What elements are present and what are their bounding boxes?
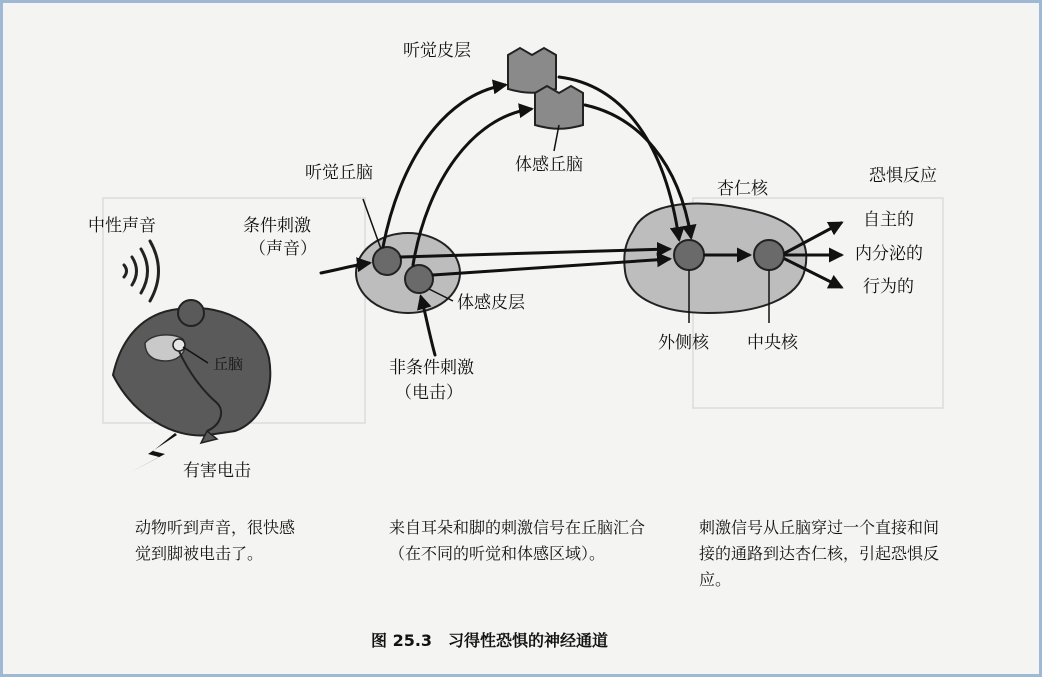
unconditioned-stimulus-label: 非条件刺激 bbox=[389, 358, 474, 378]
somatosensory-cortex-tissue bbox=[535, 86, 583, 129]
rat-illustration bbox=[113, 300, 270, 443]
caption-right: 刺激信号从丘脑穿过一个直接和间接的通路到达杏仁核，引起恐惧反应。 bbox=[699, 518, 940, 589]
somatosensory-thalamus-nucleus bbox=[405, 265, 433, 293]
somatosensory-cortex-label: 体感皮层 bbox=[457, 293, 525, 313]
rat-body bbox=[113, 308, 270, 436]
neutral-sound-label: 中性声音 bbox=[88, 216, 156, 236]
figure-title: 图 25.3 习得性恐惧的神经通道 bbox=[371, 631, 609, 650]
behavioral-label: 行为的 bbox=[863, 277, 914, 297]
thalamus-to-auditory-cortex-arrow bbox=[383, 85, 505, 247]
central-nucleus-label: 中央核 bbox=[747, 333, 798, 353]
unconditioned-stimulus-sub-label: （电击） bbox=[395, 383, 463, 403]
caption-middle: 来自耳朵和脚的刺激信号在丘脑汇合（在不同的听觉和体感区域）。 bbox=[389, 518, 646, 563]
conditioned-stimulus-sub-label: （声音） bbox=[249, 239, 317, 259]
lateral-nucleus-label: 外侧核 bbox=[658, 333, 709, 353]
somatosensory-thalamus-label: 体感丘脑 bbox=[515, 155, 583, 175]
rat-ear bbox=[178, 300, 204, 326]
harmful-shock-label: 有害电击 bbox=[183, 461, 251, 481]
conditioned-stimulus-label: 条件刺激 bbox=[243, 216, 311, 236]
caption-left: 动物听到声音，很快感觉到脚被电击了。 bbox=[135, 518, 296, 563]
fear-response-label: 恐惧反应 bbox=[869, 166, 937, 186]
autonomic-label: 自主的 bbox=[863, 210, 914, 230]
amygdala-label: 杏仁核 bbox=[717, 179, 768, 199]
sound-waves-icon bbox=[124, 241, 159, 301]
auditory-cortex-label: 听觉皮层 bbox=[403, 41, 471, 61]
central-nucleus bbox=[754, 240, 784, 270]
auditory-thalamus-nucleus bbox=[373, 247, 401, 275]
lightning-bolt-icon bbox=[129, 433, 177, 473]
auditory-thalamus-label: 听觉丘脑 bbox=[305, 163, 373, 183]
rat-thalamus-dot bbox=[173, 339, 185, 351]
rat-thalamus-label: 丘脑 bbox=[213, 355, 244, 373]
endocrine-label: 内分泌的 bbox=[855, 244, 923, 264]
lateral-nucleus bbox=[674, 240, 704, 270]
